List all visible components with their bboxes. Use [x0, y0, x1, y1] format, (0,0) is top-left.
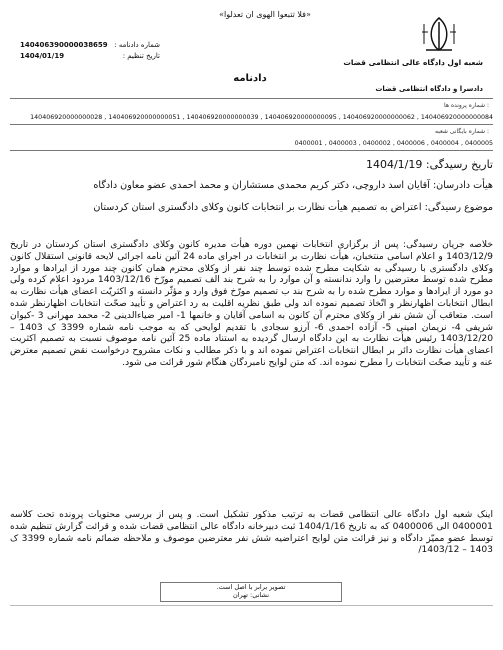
divider — [10, 124, 493, 125]
divider — [10, 150, 493, 151]
summary-text: خلاصه جریان رسیدگی: پس از برگزاری انتخابات نهمین دوره هیأت مدیره کانون وکلای دادگستری استان کردستان در تاریخ 1403/12/9 و اعلام اسامی منتخبان، هیأت نظارت بر انتخابات در اجرای ماده 24 آئین نامه اجرائی لایحه قانونی استقلال کانون وکلای دادگستری با رسیدگی به شکایت مطرح شده توسط چند نفر از وکلای محترم همان کانون چند مورد از ایرادها و موارد مطرح شده توسط معترضین را وارد ندانسته و آن موارد را به شرح بند الف تصمیم مورّخ 1403/12/16 مردود اعلام کرده ولی دو مورد از ایرادها و موارد مطرح شده را به شرح بند ب تصمیم مورّخ فوق وارد و مؤثّر دانسته و اکثریّت اعضای هیأت نظارت به ابطال انتخابات اظهارنظر و اتّخاذ تصمیم نموده اند ولی طبق نظریه اقلیت به رد اعتراض و تأیید صحّت انتخابات اظهارنظر شده است. متعاقب آن شش نفر از وکلای محترم آن کانون به اسامی آقایان و خانمها 1- امیر ضیاءالدینی 2- محمد مهرانی 3 -کیوان شریفی 4- نریمان امینی 5- آزاده احمدی 6- آرزو سجادی با تقدیم لوایحی که به موجب نامه شماره 3399 ک 1403 – 1403/12/20 رئیس هیأت نظارت به این دادگاه ارسال گردیده به استناد ماده 25 آئین نامه موصوف نسبت به تصمیم اکثریت اعضای هیأت نظارت دائر بر ابطال انتخابات اعتراض نموده اند و با ذکر مطالب و نکات مشروح درخواست نقض تصمیم معترض عنه و تأیید صحّت انتخابات را مطرح نموده اند. که متن لوایح نامبردگان هنگام شور قرائت می شود. — [10, 240, 494, 368]
docnum-label: شماره دادنامه : — [114, 41, 160, 49]
stamp-line1: تصویر برابر با اصل است. — [216, 583, 286, 591]
panel-text: هیأت دادرسان: آقایان اسد داروچی، دکتر کریم محمدی مستشاران و محمد احمدی عضو معاون دادگاه — [93, 180, 493, 191]
final-text: اینک شعبه اول دادگاه عالی انتظامی قضات به ترتیب مذکور تشکیل است. و پس از بررسی محتویات پرونده تحت کلاسه 0400001 الی 0400006 که به تاریخ 1404/1/16 ثبت دبیرخانه دادگاه عالی انتظامی قضات شده و قرائت گزارش تنظیم شده توسط عضو ممیّز دادگاه و نیز قرائت متن لوایح اعتراضیه شش نفر معترضین موصوف و ملاحظه ضمائم نامه شماره 3399 ک 1403 – 1403/12/ — [10, 510, 493, 556]
certification-stamp — [160, 582, 342, 602]
iran-emblem-icon — [420, 14, 458, 54]
footer-divider — [10, 605, 493, 606]
hearing-date: تاریخ رسیدگی: 1404/1/19 — [365, 158, 493, 171]
archive-numbers: 0400005 , 0400004 , 0400006 , 0400002 , 0400003 , 0400001 — [294, 140, 493, 147]
stamp-line2: نشانی: تهران — [232, 591, 270, 599]
subject-text: موضوع رسیدگی: اعتراض به تصمیم هیأت نظارت بر انتخابات کانون وکلای دادگستری استان کردستان — [93, 202, 493, 213]
branch-line: شعبه اول دادگاه عالی انتظامی قضات — [343, 58, 483, 67]
divider — [10, 98, 493, 99]
date-label: تاریخ تنظیم : — [122, 52, 160, 60]
date-value: 1404/01/19 — [20, 52, 65, 60]
case-numbers-label: شماره پرونده ها : — [444, 102, 489, 109]
case-numbers: 140406920000000084 , 140406920000000062 , 140406920000000095 , 140406920000000039 , 140406920000000051 , 140406920000000028 — [30, 114, 493, 121]
archive-numbers-label: شماره بایگانی شعبه : — [434, 128, 489, 135]
document-meta — [20, 40, 160, 62]
doc-title: دادنامه — [233, 73, 267, 84]
motto-text: «فلا تتبعوا الهوی ان تعدلوا» — [219, 10, 311, 19]
docnum-value: 140406390000038659 — [20, 41, 108, 49]
court-line: دادسرا و دادگاه انتظامی قضات — [375, 85, 483, 93]
